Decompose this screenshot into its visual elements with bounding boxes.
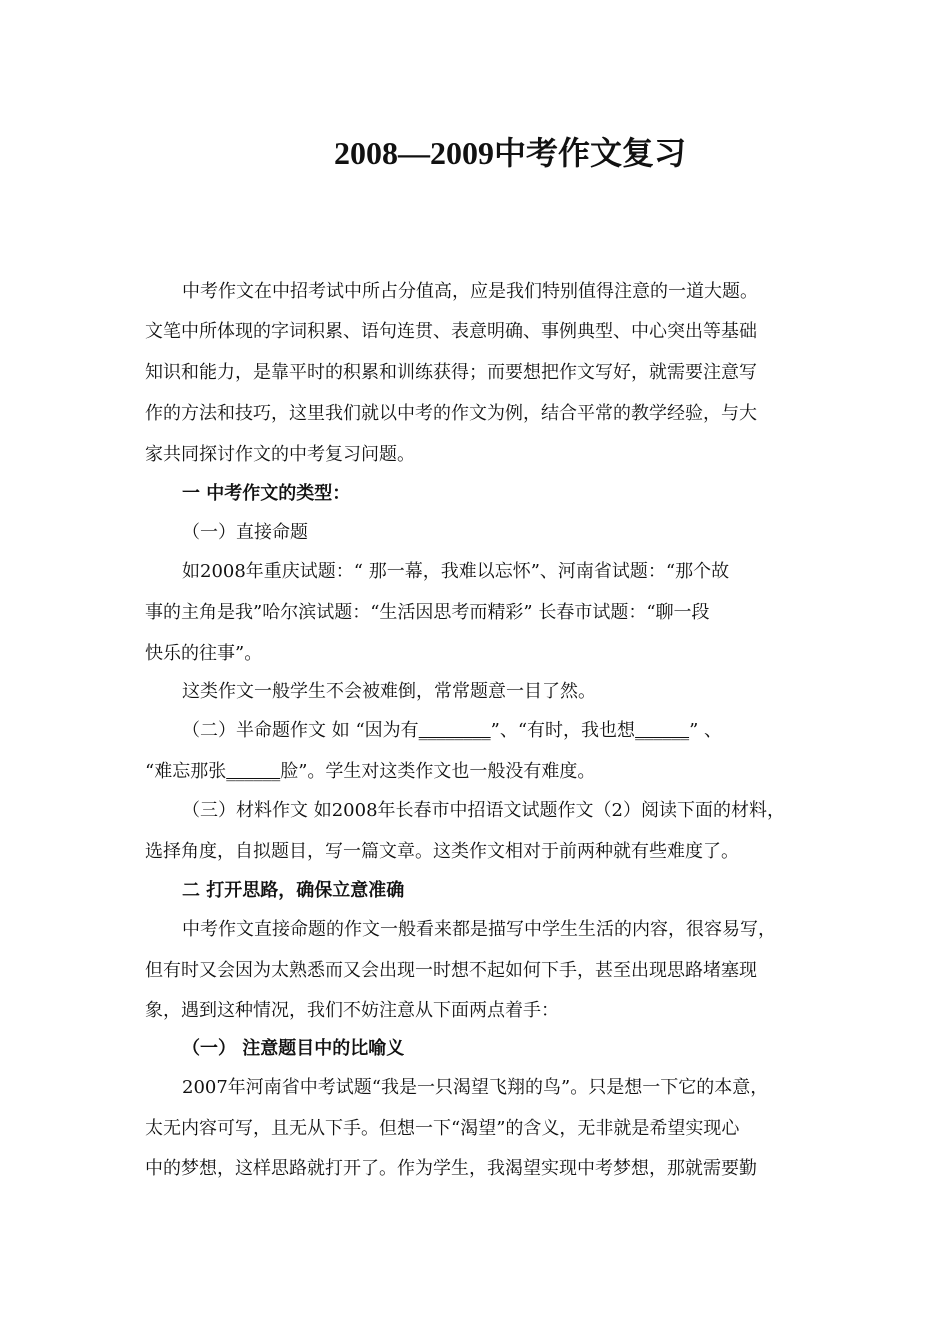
subsection-heading: （一）直接命题: [182, 522, 308, 543]
text-segment: 脸”。学生对这类作文也一般没有难度。: [280, 761, 596, 782]
fill-blank: ______: [635, 720, 690, 741]
subsection-heading: （一） 注意题目中的比喻义: [182, 1038, 405, 1059]
paragraph-line: 这类作文一般学生不会被难倒，常常题意一目了然。: [182, 681, 596, 702]
paragraph-line: 快乐的往事”。: [145, 643, 263, 664]
paragraph-line: 但有时又会因为太熟悉而又会出现一时想不起如何下手，甚至出现思路堵塞现: [145, 960, 757, 981]
paragraph-line: [145, 760, 595, 784]
text-segment: （二）半命题作文 如 “因为有: [182, 720, 419, 741]
paragraph-line: 中考作文在中招考试中所占分值高，应是我们特别值得注意的一道大题。: [182, 281, 758, 302]
text-segment: “难忘那张: [145, 761, 227, 782]
paragraph-line: [182, 719, 722, 743]
paragraph-line: 2007年河南省中考试题“我是一只渴望飞翔的鸟”。只是想一下它的本意，: [182, 1077, 769, 1098]
fill-blank: ________: [418, 720, 491, 741]
paragraph-line: （三）材料作文 如2008年长春市中招语文试题作文（2）阅读下面的材料，: [182, 800, 785, 821]
paragraph-line: 事的主角是我”哈尔滨试题：“生活因思考而精彩” 长春市试题：“聊一段: [145, 602, 710, 623]
fill-blank: ______: [226, 761, 281, 782]
paragraph-line: 如2008年重庆试题：“ 那一幕，我难以忘怀”、河南省试题：“那个故: [182, 561, 730, 582]
paragraph-line: 选择角度，自拟题目，写一篇文章。这类作文相对于前两种就有些难度了。: [145, 841, 739, 862]
paragraph-line: 文笔中所体现的字词积累、语句连贯、表意明确、事例典型、中心突出等基础: [145, 321, 757, 342]
paragraph-line: 作的方法和技巧，这里我们就以中考的作文为例，结合平常的教学经验，与大: [145, 403, 757, 424]
paragraph-line: 知识和能力，是靠平时的积累和训练获得；而要想把作文写好，就需要注意写: [145, 362, 757, 383]
text-segment: ”、“有时，我也想: [490, 720, 636, 741]
paragraph-line: 中考作文直接命题的作文一般看来都是描写中学生生活的内容，很容易写，: [182, 919, 776, 940]
paragraph-line: 中的梦想，这样思路就打开了。作为学生，我渴望实现中考梦想，那就需要勤: [145, 1158, 757, 1179]
text-segment: ” 、: [689, 720, 722, 741]
section-heading-1: 一 中考作文的类型：: [182, 483, 351, 504]
paragraph-line: 太无内容可写，且无从下手。但想一下“渴望”的含义，无非就是希望实现心: [145, 1118, 740, 1139]
document-title: 2008—2009中考作文复习: [333, 135, 686, 171]
section-heading-2: 二 打开思路，确保立意准确: [182, 880, 405, 901]
paragraph-line: 家共同探讨作文的中考复习问题。: [145, 444, 415, 465]
paragraph-line: 象，遇到这种情况，我们不妨注意从下面两点着手：: [145, 1000, 559, 1021]
